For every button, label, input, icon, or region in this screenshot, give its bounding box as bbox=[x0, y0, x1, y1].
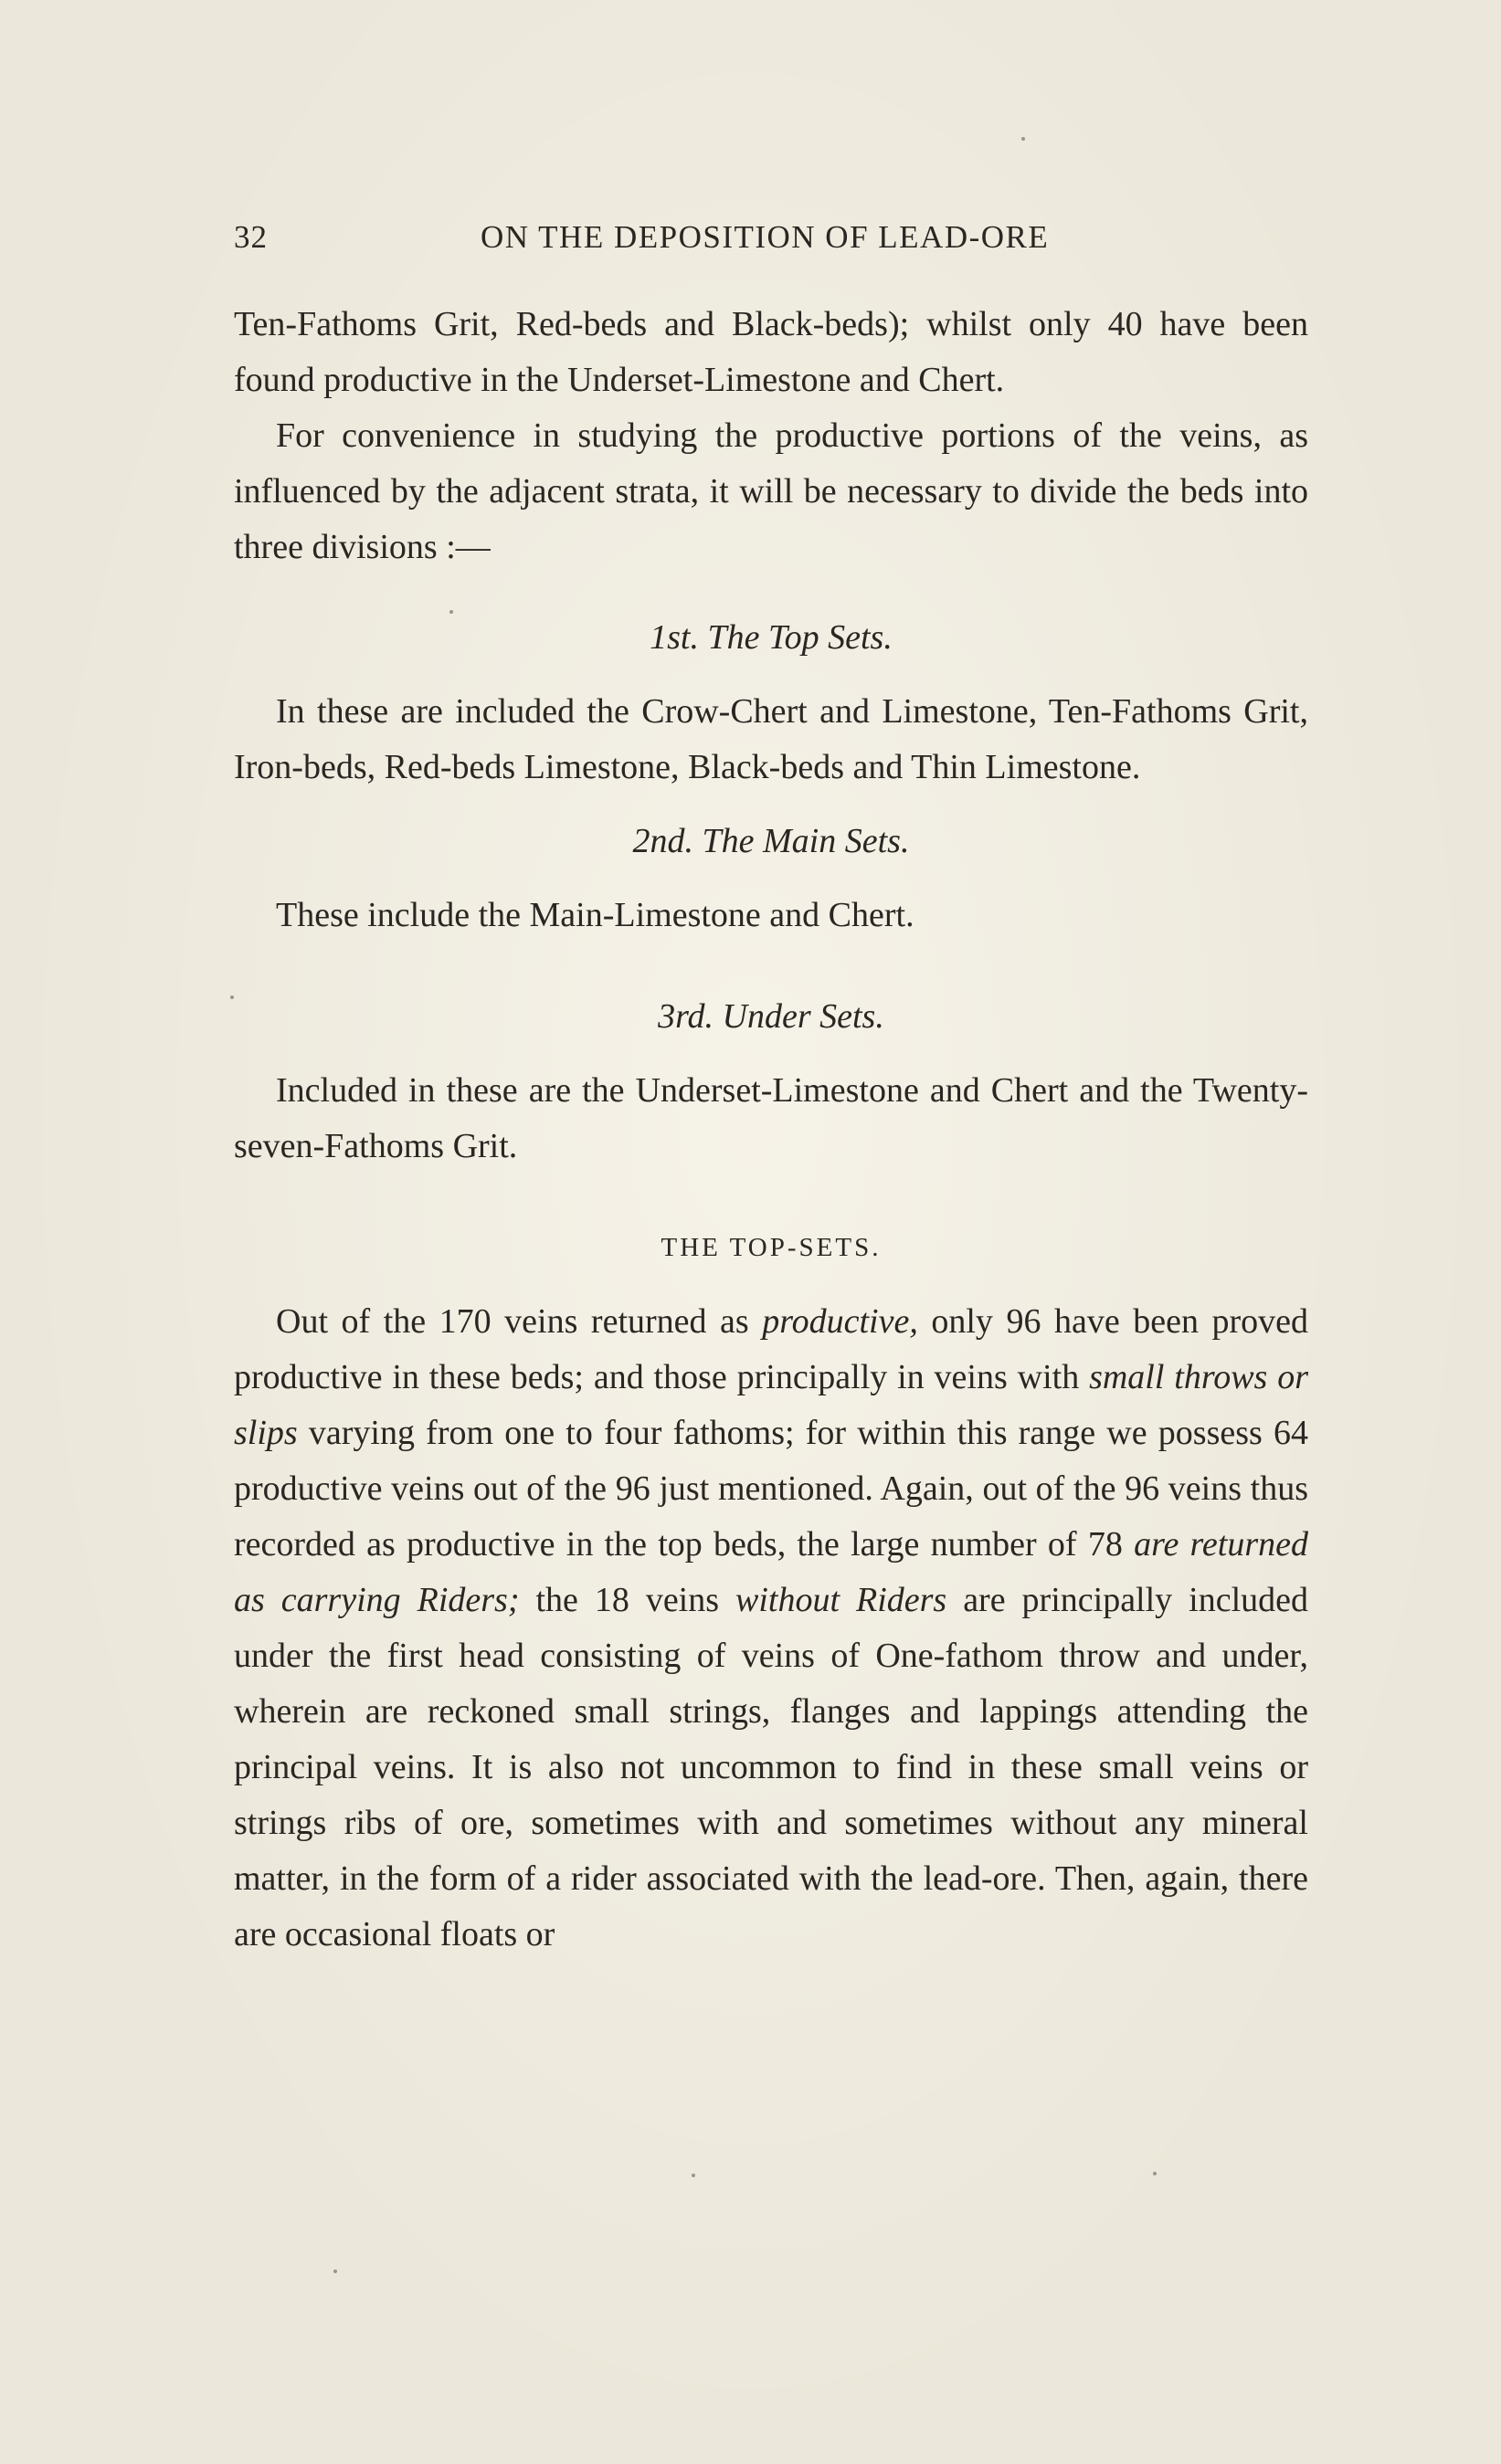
paper-speck bbox=[333, 2269, 337, 2273]
paragraph-under-sets: Included in these are the Underset-Limestone and Chert and the Twenty-seven-Fathoms Grit. bbox=[234, 1071, 1308, 1165]
paper-speck bbox=[1021, 137, 1025, 141]
text-run: are principally included under the first head consisting of veins of One-fathom throw and under, wherein are reckoned small strings, flanges and lappings attending the principal veins. It is also not uncommon to find in these small veins or strings ribs of ore, sometimes with and sometimes without any mineral matter, in the form of a rider associated with the lead-ore. Then, again, there are occasional floats or bbox=[234, 1581, 1308, 1953]
text-run: the 18 veins bbox=[519, 1581, 735, 1619]
paper-speck bbox=[692, 2174, 695, 2177]
body-text bbox=[234, 297, 1308, 1963]
paragraph-divisions-intro: For convenience in studying the productive portions of the veins, as influenced by the adjacent strata, it will be necessary to divide the beds into three divisions :— bbox=[234, 416, 1308, 566]
heading-under-sets: 3rd. Under Sets. bbox=[658, 997, 884, 1036]
paper-speck bbox=[230, 995, 234, 999]
paper-speck bbox=[449, 610, 453, 614]
paragraph-top-sets-analysis bbox=[234, 1294, 1308, 1963]
section-title-top-sets: THE TOP-SETS. bbox=[661, 1233, 882, 1262]
emphasis-carrying-riders: are returned as carrying Riders; bbox=[234, 1525, 1309, 1619]
heading-main-sets: 2nd. The Main Sets. bbox=[632, 822, 910, 860]
emphasis-productive: productive, bbox=[762, 1302, 918, 1341]
paragraph-continuation: Ten-Fathoms Grit, Red-beds and Black-beds); whilst only 40 have been found productive in the Underset-Limestone and Chert. bbox=[234, 305, 1308, 399]
text-run: Out of the 170 veins returned as bbox=[276, 1302, 763, 1341]
text-run: varying from one to four fathoms; for within this range we possess 64 productive veins out of the 96 just mentioned. Again, out of the 96 veins thus recorded as productive in the top beds, the large number of 78 bbox=[234, 1414, 1308, 1564]
running-title: ON THE DEPOSITION OF LEAD-ORE bbox=[481, 219, 1050, 255]
paper-speck bbox=[1153, 2172, 1157, 2175]
page-number: 32 bbox=[234, 219, 268, 255]
heading-top-sets: 1st. The Top Sets. bbox=[650, 618, 893, 657]
page-header bbox=[234, 219, 1303, 274]
text-run: only 96 have been proved productive in these beds; and those principally in veins with bbox=[234, 1302, 1309, 1396]
paragraph-top-sets: In these are included the Crow-Chert and Limestone, Ten-Fathoms Grit, Iron-beds, Red-beds Limestone, Black-beds and Thin Limestone. bbox=[234, 692, 1308, 786]
emphasis-small-throws: small throws or slips bbox=[234, 1358, 1309, 1452]
paragraph-main-sets: These include the Main-Limestone and Chert. bbox=[276, 896, 914, 934]
emphasis-without-riders: without Riders bbox=[735, 1581, 947, 1619]
